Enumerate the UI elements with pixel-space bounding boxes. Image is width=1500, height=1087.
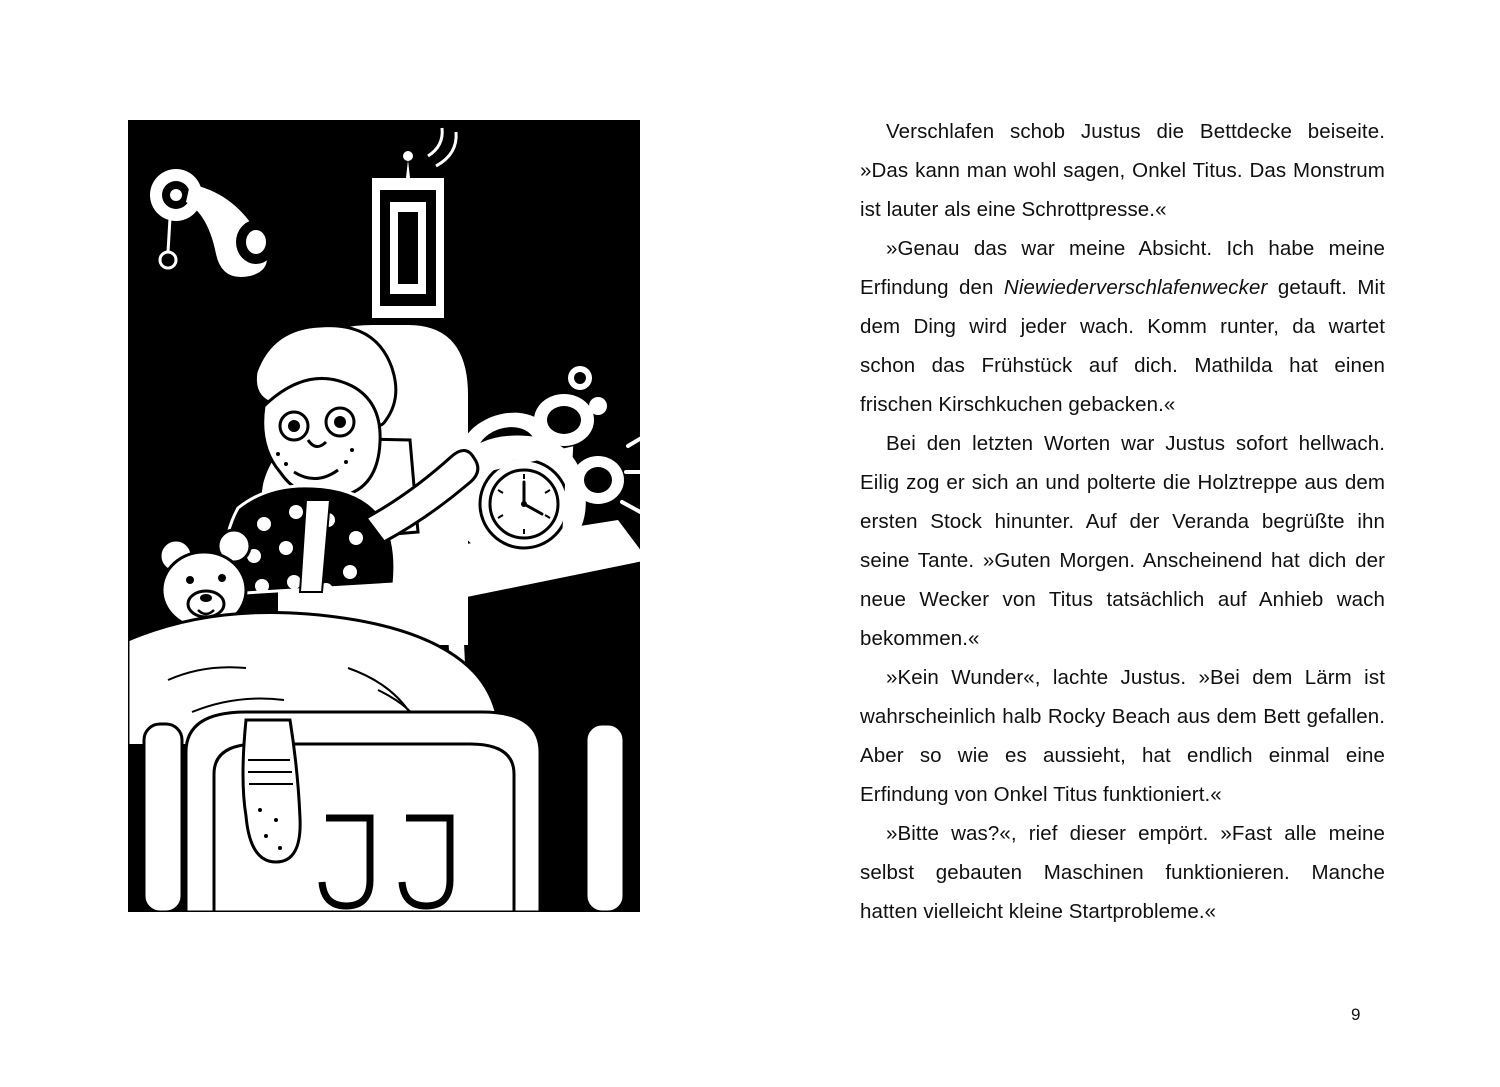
paragraph-1: Verschlafen schob Justus die Bettdecke beiseite. »Das kann man wohl sagen, Onkel Titus. Das Monstrum ist lauter als eine Schrottpresse.« xyxy=(860,120,1385,221)
body-text xyxy=(860,112,1385,931)
paragraph-2-post: getauft. Mit dem Ding wird jeder wach. Komm runter, da wartet schon das Frühstück auf dich. Mathilda hat einen frischen Kirschkuchen gebacken.« xyxy=(860,276,1386,416)
foot-in-sock xyxy=(243,720,300,862)
illustration-boy-in-bed-with-alarm-clock xyxy=(128,120,640,912)
paragraph-2 xyxy=(860,229,1385,424)
paragraph-2-pre: »Genau das war meine Absicht. Ich habe meine Erfindung den xyxy=(860,237,1385,299)
paragraph-4: »Kein Wunder«, lachte Justus. »Bei dem Lärm ist wahrscheinlich halb Rocky Beach aus dem Bett gefallen. Aber so wie es aussieht, hat endlich einmal eine Erfindung von Onkel Titus funktioniert.« xyxy=(860,666,1385,806)
paragraph-5: »Bitte was?«, rief dieser empört. »Fast alle meine selbst gebauten Maschinen funktionieren. Manche hatten vielleicht kleine Startprobleme.« xyxy=(860,822,1385,923)
invention-name: Niewiederverschlafenwecker xyxy=(1003,276,1268,299)
page-number: 9 xyxy=(1351,1005,1361,1024)
paragraph-3: Bei den letzten Worten war Justus sofort hellwach. Eilig zog er sich an und polterte die Holztreppe aus dem ersten Stock hinunter. Auf der Veranda begrüßte ihn seine Tante. »Guten Morgen. Anscheinend hat dich der neue Wecker von Titus tatsächlich auf Anhieb wach bekommen.« xyxy=(860,432,1385,650)
page-right xyxy=(750,0,1500,1087)
